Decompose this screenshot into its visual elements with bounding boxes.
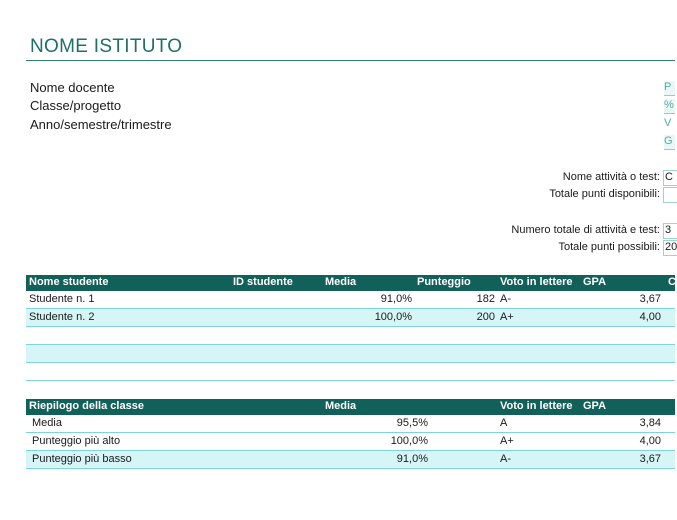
gpa-cell[interactable]: 4,00 — [639, 311, 661, 323]
points-available-label: Totale punti disponibili: — [549, 188, 660, 200]
col-student-id[interactable]: ID studente — [233, 276, 293, 288]
col-summary-letter[interactable]: Voto in lettere — [500, 400, 573, 412]
table-row[interactable] — [26, 433, 675, 451]
total-tasks-label: Numero totale di attività e test: — [511, 224, 660, 236]
gpa-cell[interactable]: 3,67 — [639, 293, 661, 305]
summary-letter-cell[interactable]: A+ — [500, 435, 514, 447]
summary-gpa-cell[interactable]: 4,00 — [639, 435, 661, 447]
table-row[interactable] — [26, 345, 675, 363]
score-cell[interactable]: 182 — [476, 293, 495, 305]
summary-letter-cell[interactable]: A — [500, 417, 508, 429]
page-title: NOME ISTITUTO — [30, 36, 183, 57]
student-name-cell[interactable]: Studente n. 2 — [29, 311, 95, 323]
summary-table-header — [26, 399, 675, 415]
table-row[interactable] — [26, 451, 675, 469]
score-cell[interactable]: 200 — [476, 311, 495, 323]
col-letter-grade[interactable]: Voto in lettere — [500, 276, 573, 288]
summary-name-cell[interactable]: Media — [32, 417, 62, 429]
task-name-cell[interactable]: C — [663, 170, 677, 186]
teacher-name-label: Nome docente — [30, 80, 115, 95]
letter-grade-cell[interactable]: A+ — [500, 311, 514, 323]
col-average[interactable]: Media — [325, 276, 357, 288]
date-cell[interactable]: G — [664, 135, 675, 150]
col-student-name[interactable]: Nome studente — [29, 276, 109, 288]
summary-name-cell[interactable]: Punteggio più basso — [32, 453, 132, 465]
col-gpa[interactable]: GPA — [583, 276, 607, 288]
letter-grade-cell[interactable]: A- — [500, 293, 511, 305]
task-name-label: Nome attività o test: — [562, 171, 660, 183]
summary-gpa-cell[interactable]: 3,67 — [639, 453, 661, 465]
col-summary-average[interactable]: Media — [325, 400, 357, 412]
average-cell[interactable]: 100,0% — [374, 311, 412, 323]
table-row[interactable] — [26, 363, 675, 381]
student-name-cell[interactable]: Studente n. 1 — [29, 293, 95, 305]
table-row[interactable] — [26, 327, 675, 345]
title-divider — [26, 60, 675, 61]
col-extra[interactable]: C — [668, 276, 676, 288]
table-row[interactable] — [26, 291, 675, 309]
summary-average-cell[interactable]: 95,5% — [396, 417, 428, 429]
total-possible-label: Totale punti possibili: — [558, 241, 660, 253]
summary-average-cell[interactable]: 100,0% — [390, 435, 428, 447]
total-tasks-cell[interactable]: 3 — [663, 223, 677, 239]
col-summary-gpa[interactable]: GPA — [583, 400, 607, 412]
col-score[interactable]: Punteggio — [417, 276, 471, 288]
col-summary-name[interactable]: Riepilogo della classe — [29, 400, 144, 412]
table-row[interactable] — [26, 415, 675, 433]
summary-average-cell[interactable]: 91,0% — [396, 453, 428, 465]
table-row[interactable] — [26, 309, 675, 327]
summary-letter-cell[interactable]: A- — [500, 453, 511, 465]
class-project-cell[interactable]: % — [664, 99, 675, 114]
term-cell[interactable]: V — [664, 117, 675, 131]
term-label: Anno/semestre/trimestre — [30, 117, 172, 132]
average-cell[interactable]: 91,0% — [380, 293, 412, 305]
points-available-cell[interactable] — [663, 187, 677, 203]
summary-name-cell[interactable]: Punteggio più alto — [32, 435, 121, 447]
students-table-header — [26, 275, 675, 291]
teacher-name-cell[interactable]: P — [664, 81, 675, 96]
summary-gpa-cell[interactable]: 3,84 — [639, 417, 661, 429]
total-possible-cell[interactable]: 20 — [663, 240, 677, 256]
class-project-label: Classe/progetto — [30, 98, 122, 113]
